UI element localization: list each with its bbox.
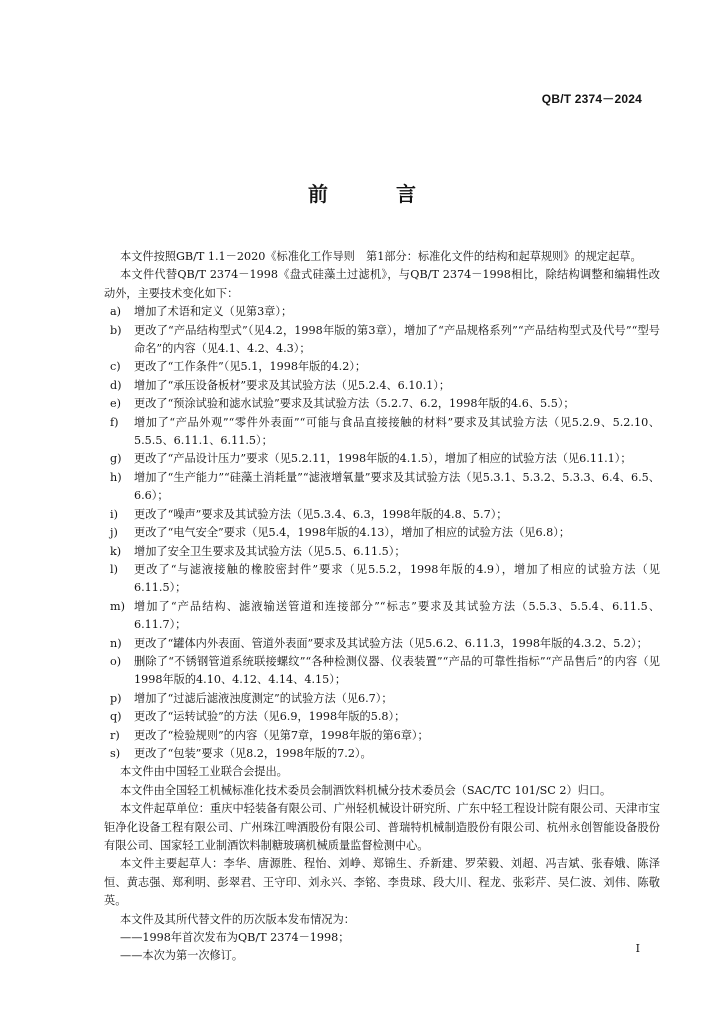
list-item-text: 增加了“产品结构、滤液输送管道和连接部分”“标志”要求及其试验方法（5.5.3、5.5.4、6.11.5、6.11.7）； — [134, 599, 660, 632]
list-item — [104, 469, 660, 506]
paragraph-drafting-units: 本文件起草单位：重庆中轻装备有限公司、广州轻机械设计研究所、广东中轻工程设计院有限公司、天津市宝钜净化设备工程有限公司、广州珠江啤酒股份有限公司、普瑞特机械制造股份有限公司、杭州永创智能设备股份有限公司、国家轻工业制酒饮料制糖玻璃机械质量监督检测中心。 — [104, 802, 660, 852]
list-item-label: l) — [110, 562, 118, 576]
list-item-label: m) — [110, 599, 125, 613]
list-item-text: 增加了术语和定义（见第3章）； — [134, 305, 293, 319]
list-item-text: 更改了“运转试验”的方法（见6.9，1998年版的5.8）； — [134, 710, 406, 724]
list-item-label: n) — [110, 636, 122, 650]
paragraph-replacement: 本文件代替QB/T 2374－1998《盘式硅藻土过滤机》，与QB/T 2374－1998相比，除结构调整和编辑性改动外，主要技术变化如下： — [104, 268, 660, 300]
list-item-label: i) — [110, 507, 118, 521]
list-item — [104, 414, 660, 451]
list-item-text: 更改了“包装”要求（见8.2，1998年版的7.2）。 — [134, 746, 372, 760]
list-item-text: 删除了“不锈钢管道系统联接螺纹”“各种检测仪器、仪表装置”“产品的可靠性指标”“产品售后”的内容（见1998年版的4.10、4.12、4.14、4.15）； — [134, 654, 660, 687]
list-item — [104, 506, 660, 524]
list-item-text: 增加了安全卫生要求及其试验方法（见5.5、6.11.5）； — [134, 544, 406, 558]
list-item-text: 增加了“产品外观”“零件外表面”“可能与食品直接接触的材料”要求及其试验方法（见5.2.9、5.2.10、5.5.5、6.11.1、6.11.5）； — [134, 415, 660, 448]
list-item-label: p) — [110, 691, 122, 705]
paragraph-history-intro: 本文件及其所代替文件的历次版本发布情况为： — [120, 912, 355, 926]
list-item-label: e) — [110, 397, 121, 411]
standard-number: QB/T 2374－2024 — [541, 92, 642, 106]
list-item-text: 更改了“预涂试验和滤水试验”要求及其试验方法（5.2.7、6.2，1998年版的4.6、5.5）； — [134, 397, 575, 411]
list-item — [104, 450, 660, 468]
page-title: 前 言 — [308, 182, 440, 206]
list-item-label: j) — [110, 526, 118, 540]
history-item: ——1998年首次发布为QB/T 2374－1998； — [120, 931, 350, 945]
paragraph-proposer: 本文件由中国轻工业联合会提出。 — [120, 765, 288, 779]
list-item-text: 更改了“检验规则”的内容（见第7章，1998年版的第6章）； — [134, 728, 429, 742]
list-item — [104, 524, 660, 542]
list-item-text: 更改了“电气安全”要求（见5.4，1998年版的4.13），增加了相应的试验方法（见6.8）； — [134, 526, 571, 540]
history-item: ——本次为第一次修订。 — [120, 949, 244, 963]
list-item-label: g) — [110, 452, 122, 466]
list-item — [104, 745, 660, 763]
list-item — [104, 377, 660, 395]
list-item — [104, 690, 660, 708]
paragraph-drafters: 本文件主要起草人：李华、唐源胜、程怡、刘峥、郑锦生、乔新建、罗荣毅、刘超、冯吉斌、张春娥、陈泽恒、黄志强、郑利明、彭翠君、王守印、刘永兴、李铭、李贵球、段大川、程龙、张彩芹、吴仁波、刘伟、陈敬英。 — [104, 857, 660, 908]
list-item — [104, 322, 660, 359]
page-number: I — [635, 942, 640, 955]
list-item — [104, 543, 660, 561]
list-item-label: a) — [110, 305, 122, 319]
list-item — [104, 727, 660, 745]
list-item-text: 更改了“工作条件”（见5.1，1998年版的4.2）； — [134, 360, 367, 374]
list-item-label: r) — [110, 728, 120, 742]
list-item-text: 增加了“生产能力”“硅藻土消耗量”“滤液增氧量”要求及其试验方法（见5.3.1、5.3.2、5.3.3、6.4、6.5、6.6）； — [134, 470, 660, 503]
paragraph-committee: 本文件由全国轻工机械标准化技术委员会制酒饮料机械分技术委员会（SAC/TC 101/SC 2）归口。 — [120, 783, 612, 797]
list-item-text: 更改了“产品设计压力”要求（见5.2.11，1998年版的4.1.5），增加了相应的试验方法（见6.11.1）； — [134, 452, 632, 466]
list-item — [104, 635, 660, 653]
list-item-label: q) — [110, 710, 122, 724]
list-item — [104, 598, 660, 635]
list-item — [104, 708, 660, 726]
list-item-label: f) — [110, 415, 119, 429]
list-item — [104, 395, 660, 413]
list-item-label: o) — [110, 654, 122, 668]
list-item-label: d) — [110, 378, 122, 392]
list-item — [104, 653, 660, 690]
list-item-text: 更改了“噪声”要求及其试验方法（见5.3.4、6.3，1998年版的4.8、5.7）； — [134, 507, 508, 521]
list-item — [104, 358, 660, 376]
document-body — [104, 248, 660, 966]
list-item-text: 增加了“承压设备板材”要求及其试验方法（见5.2.4、6.10.1）； — [134, 378, 451, 392]
changes-list — [104, 303, 660, 763]
paragraph-scope: 本文件按照GB/T 1.1－2020《标准化工作导则 第1部分：标准化文件的结构和起草规则》的规定起草。 — [120, 250, 642, 263]
list-item-label: s) — [110, 746, 121, 760]
list-item-text: 更改了“与滤液接触的橡胶密封件”要求（见5.5.2，1998年版的4.9），增加了相应的试验方法（见6.11.5）； — [134, 562, 660, 595]
list-item-label: k) — [110, 544, 122, 558]
list-item-text: 增加了“过滤后滤液浊度测定”的试验方法（见6.7）； — [134, 691, 393, 705]
list-item-text: 更改了“罐体内外表面、管道外表面”要求及其试验方法（见5.6.2、6.11.3，1998年版的4.3.2、5.2）； — [134, 636, 648, 650]
list-item-label: h) — [110, 470, 122, 484]
list-item — [104, 561, 660, 598]
list-item-text: 更改了“产品结构型式”（见4.2，1998年版的第3章），增加了“产品规格系列”“产品结构型式及代号”“型号命名”的内容（见4.1、4.2、4.3）； — [134, 323, 660, 356]
list-item — [104, 303, 660, 321]
list-item-label: c) — [110, 360, 121, 374]
list-item-label: b) — [110, 323, 122, 337]
